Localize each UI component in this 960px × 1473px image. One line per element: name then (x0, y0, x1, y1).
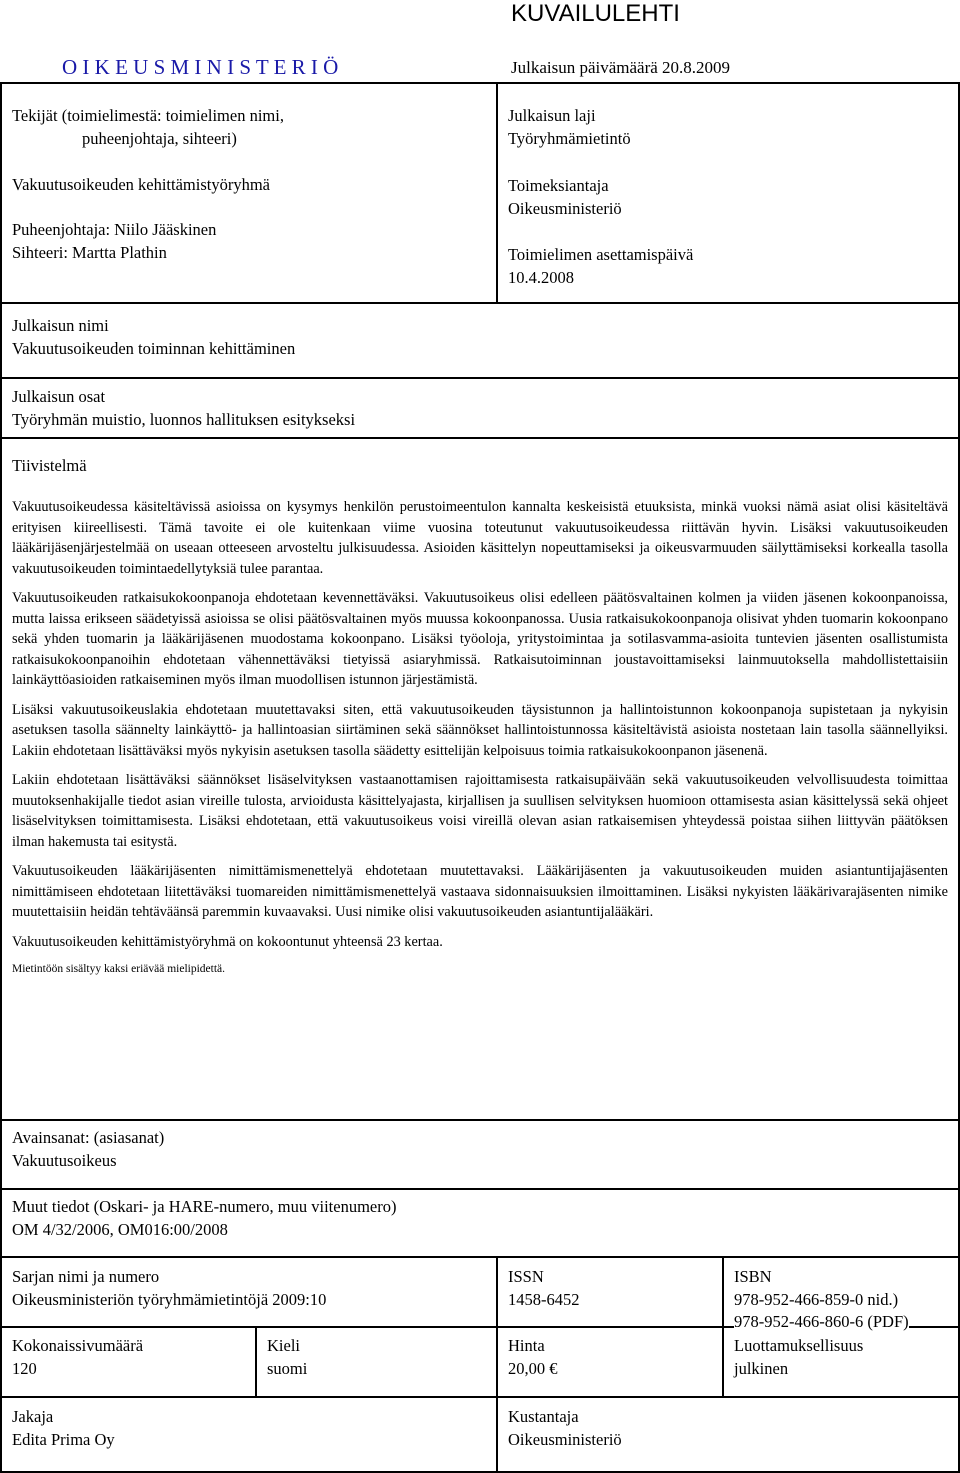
isbn-value-pdf: 978-952-466-860-6 (PDF) (734, 1312, 909, 1331)
isbn-label: ISBN (734, 1267, 772, 1286)
authors-label-line2: puheenjohtaja, sihteeri) (82, 129, 237, 148)
commissioner-value: Oikeusministeriö (508, 199, 622, 218)
authors-body: Vakuutusoikeuden kehittämistyöryhmä (12, 175, 270, 194)
divider-5 (0, 1188, 960, 1190)
pub-name-label: Julkaisun nimi (12, 316, 109, 335)
distributor-value: Edita Prima Oy (12, 1430, 115, 1449)
other-info-label: Muut tiedot (Oskari- ja HARE-numero, muu viitenumero) (12, 1197, 397, 1216)
publication-date: Julkaisun päivämäärä 20.8.2009 (511, 58, 731, 77)
price-value: 20,00 € (508, 1359, 558, 1378)
price-label: Hinta (508, 1336, 545, 1355)
summary-body (12, 497, 948, 986)
pages-label: Kokonaissivumäärä (12, 1336, 144, 1355)
series-label: Sarjan nimi ja numero (12, 1267, 160, 1286)
distributor-label: Jakaja (12, 1407, 54, 1426)
ministry-name: O I K E U S M I N I S T E R I Ö (62, 55, 339, 79)
divider-3 (0, 437, 960, 439)
confidentiality-label: Luottamuksellisuus (734, 1336, 864, 1355)
authors-label-line1: Tekijät (toimielimestä: toimielimen nimi, (12, 106, 284, 125)
series-value: Oikeusministeriön työryhmämietintöjä 2009:10 (12, 1290, 327, 1309)
appointed-value: 10.4.2008 (508, 268, 574, 287)
summary-label: Tiivistelmä (12, 456, 87, 475)
frame-top (0, 82, 960, 84)
keywords-label: Avainsanat: (asiasanat) (12, 1128, 165, 1147)
summary-paragraph: Lakiin ehdotetaan lisättäväksi säännökset lisäselvityksen vastaanottamisen rajoittamisesta ratkaisupäivään sekä vakuutusoikeuden velvollisuudesta toimittaa muutoksenhakijalle tiedot asian vireille tulosta, arvioidusta käsittelyajasta, kirjallisen ja suullisen selvityksen huomioon ottamisesta asian käsittelyssä sekä ohjeet lisäselvityksen toimittamisesta. Lisäksi ehdotetaan, että vakuutusoikeus voisi vireillä olevan asian ratkaisemisen yhteydessä poistaa siihen liittyvän päätöksen ilman hakemusta tai esitystä. (12, 772, 948, 850)
issn-label: ISSN (508, 1267, 544, 1286)
divider-8 (0, 1396, 960, 1398)
other-info-value: OM 4/32/2006, OM016:00/2008 (12, 1220, 228, 1239)
summary-paragraph: Vakuutusoikeuden ratkaisukokoonpanoja ehdotetaan kevennettäväksi. Vakuutusoikeus olisi edelleen päätösvaltainen kolmen ja viiden jäsenen kokoonpanoissa, mutta laissa erikseen säädetyissä asioissa se olisi päätösvaltainen myös muussa kokoonpanossa. Uusia ratkaisukokoonpanoja olisivat yhden tuomarin kokoonpano sekä yhden tuomarin ja lääkärijäsenen muodostama kokoonpano. Lisäksi työoloja, yritystoimintaa ja sotilasvamma-asioita tuntevien jäsenten osallistumista ratkaisukokoonpanoihin ehdotetaan vähennettäväksi tietyissä asiaryhmissä. Ratkaisutoiminnan joustavoittamiseksi lainmuutoksella mahdollistettaisiin lainkäyttöasioiden ratkaiseminen myös ilman muodollisen istunnon järjestämistä. (12, 590, 948, 688)
keywords-value: Vakuutusoikeus (12, 1151, 117, 1170)
pub-parts-value: Työryhmän muistio, luonnos hallituksen esitykseksi (12, 410, 356, 429)
language-value: suomi (267, 1359, 308, 1378)
pub-name-value: Vakuutusoikeuden toiminnan kehittäminen (12, 339, 296, 358)
summary-paragraph: Vakuutusoikeuden kehittämistyöryhmä on kokoontunut yhteensä 23 kertaa. (12, 933, 443, 950)
language-label: Kieli (267, 1336, 300, 1355)
divider-1 (0, 302, 960, 304)
summary-note: Mietintöön sisältyy kaksi eriävää mielipidettä. (12, 963, 226, 975)
issn-value: 1458-6452 (508, 1290, 580, 1309)
publisher-label: Kustantaja (508, 1407, 579, 1426)
divider-top-vertical (496, 82, 498, 303)
divider-4 (0, 1119, 960, 1121)
doc-type-title: KUVAILULEHTI (511, 0, 680, 27)
divider-2 (0, 377, 960, 379)
authors-secretary: Sihteeri: Martta Plathin (12, 243, 167, 262)
summary-paragraph: Lisäksi vakuutusoikeuslakia ehdotetaan muutettavaksi siten, että vakuutusoikeuden täysistunnon ja hallintoistunnon kokoonpanoja supistetaan ja nykyisin asetuksen tasolla säännelty lainkäyttö- ja hallintoasian siirtäminen sekä säännökset hallintoistunnossa käsiteltävistä asioista nostetaan lain tasolla säännellyiksi. Lakiin ehdotetaan lisättäväksi myös nykyisin asetuksen tasolla säädetty esittelijän kelpoisuus toimia ratkaisukokoonpanon jäsenenä. (12, 701, 948, 759)
pages-value: 120 (12, 1359, 37, 1378)
frame-left (0, 82, 2, 1473)
divider-bottom-vertical-3 (255, 1326, 257, 1397)
confidentiality-value: julkinen (734, 1359, 789, 1378)
divider-bottom-vertical-2 (722, 1256, 724, 1397)
divider-6 (0, 1256, 960, 1258)
authors-chair: Puheenjohtaja: Niilo Jääskinen (12, 220, 217, 239)
summary-paragraph: Vakuutusoikeudessa käsiteltävissä asioissa on kysymys henkilön perustoimeentulon kannalta keskeisistä etuuksista, minkä vuoksi nämä asiat olisi käsiteltävä erityisen kiireellisesti. Tämä tavoite ei ole kuitenkaan viime vuosina toteutunut vakuutusoikeudessa riittävän hyvin. Lisäksi vakuutusoikeuden lääkärijäsenjärjestelmää on useaan otteeseen arvosteltu julkisuudessa. Asioiden käsittelyn nopeuttamiseksi ja oikeusvarmuuden säilyttämiseksi korkealla tasolla vakuutusoikeuden toimintaedellytyksiä tulee parantaa. (12, 499, 948, 577)
commissioner-label: Toimeksiantaja (508, 176, 609, 195)
pub-parts-label: Julkaisun osat (12, 387, 106, 406)
appointed-label: Toimielimen asettamispäivä (508, 245, 694, 264)
publisher-value: Oikeusministeriö (508, 1430, 622, 1449)
pub-type-value: Työryhmämietintö (508, 129, 631, 148)
divider-bottom-vertical-1 (496, 1256, 498, 1472)
pub-type-label: Julkaisun laji (508, 106, 596, 125)
isbn-value-print: 978-952-466-859-0 nid.) (734, 1290, 899, 1309)
summary-paragraph: Vakuutusoikeuden lääkärijäsenten nimittämismenettelyä ehdotetaan muutettavaksi. Lääkärijäsenten ja vakuutusoikeuden muiden asiantuntijajäsenten nimittämiseen ehdotetaan liitettäväksi tuomareiden nimittämismenettelyä vastaava sidonnaisuuksien ilmoittaminen. Lisäksi nykyisten lääkärivarajäsenten nimike muutettaisiin heidän tehtäväänsä paremmin kuvaavaksi. Uusi nimike olisi vakuutusoikeuden asiantuntijalääkäri. (12, 863, 948, 920)
